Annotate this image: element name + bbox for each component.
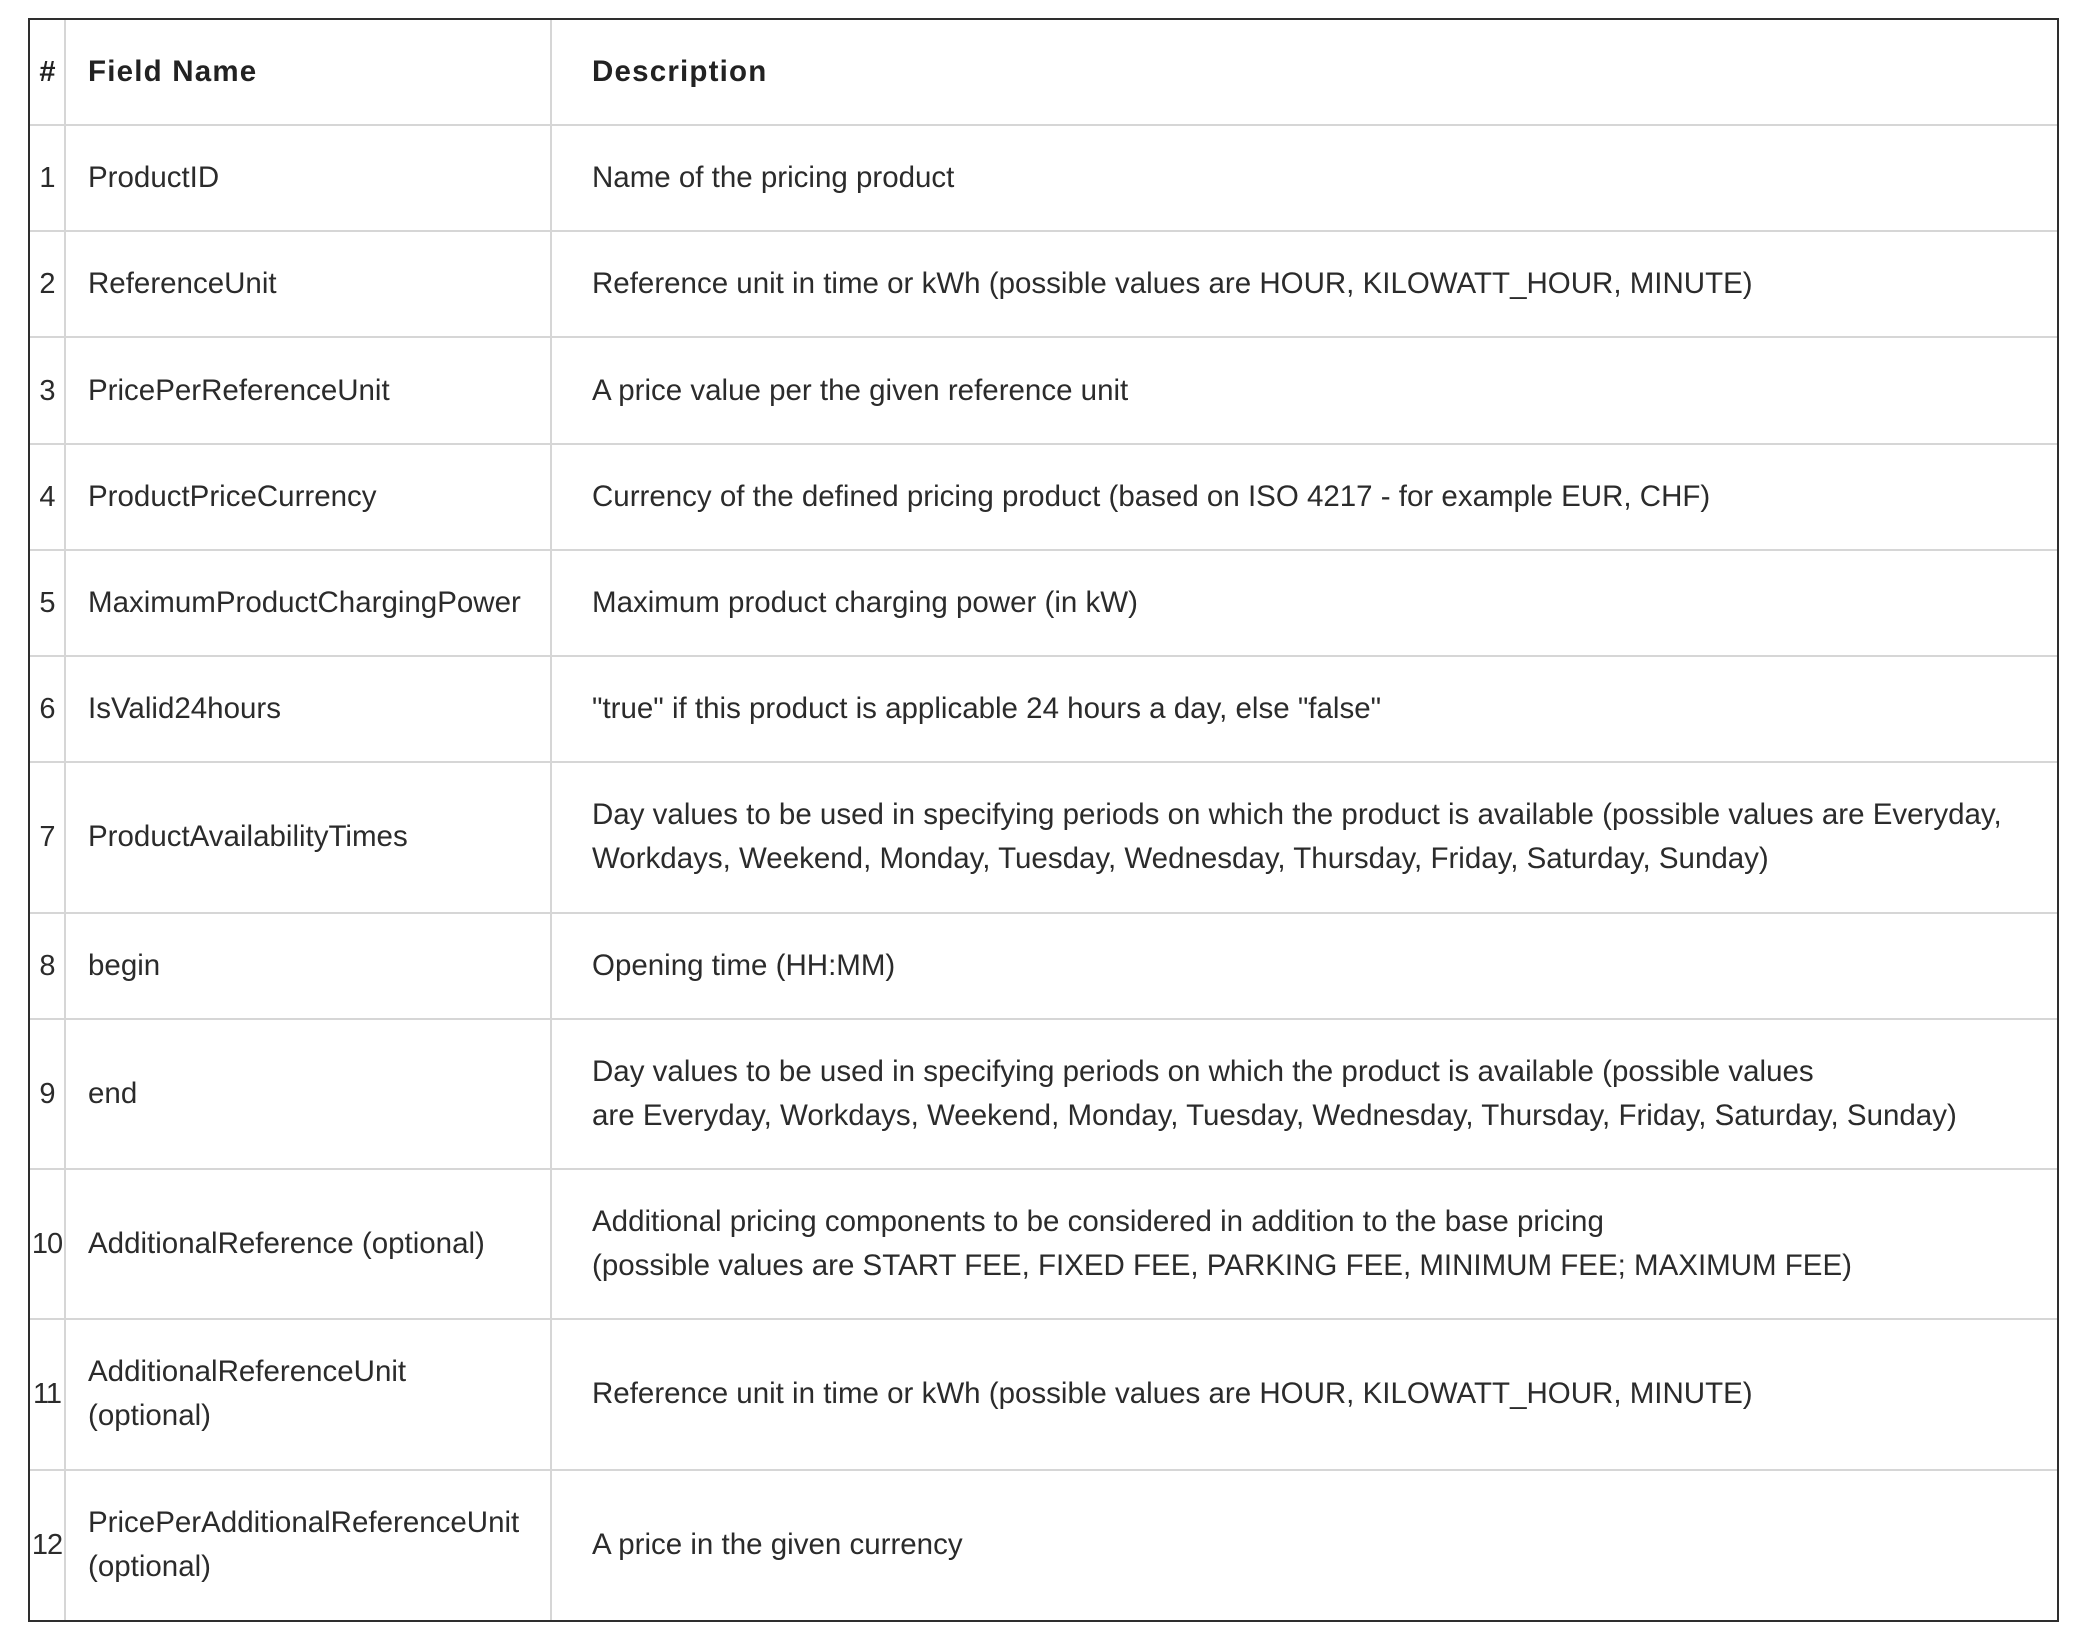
field-name-line: PricePerAdditionalReferenceUnit bbox=[88, 1506, 520, 1540]
row-description: Maximum product charging power (in kW) bbox=[551, 550, 2057, 656]
row-field-name bbox=[65, 1319, 551, 1469]
row-number: 6 bbox=[30, 656, 65, 762]
row-number: 1 bbox=[30, 125, 65, 231]
table-row bbox=[30, 337, 2057, 443]
description-line: Additional pricing components to be considered in addition to the base pricing bbox=[592, 1205, 1604, 1239]
row-field-name: IsValid24hours bbox=[65, 656, 551, 762]
row-description: Reference unit in time or kWh (possible values are HOUR, KILOWATT_HOUR, MINUTE) bbox=[551, 1319, 2057, 1469]
table-row bbox=[30, 1470, 2057, 1620]
header-field-name: Field Name bbox=[65, 20, 551, 125]
row-field-name: PricePerReferenceUnit bbox=[65, 337, 551, 443]
row-number: 7 bbox=[30, 762, 65, 912]
row-field-name: ProductPriceCurrency bbox=[65, 444, 551, 550]
row-number: 4 bbox=[30, 444, 65, 550]
header-number: # bbox=[30, 20, 65, 125]
row-number: 3 bbox=[30, 337, 65, 443]
table-row bbox=[30, 1319, 2057, 1469]
table-row bbox=[30, 1169, 2057, 1319]
row-field-name bbox=[65, 1470, 551, 1620]
row-number: 11 bbox=[30, 1319, 65, 1469]
description-line: are Everyday, Workdays, Weekend, Monday, Tuesday, Wednesday, Thursday, Friday, Saturday, Sunday) bbox=[592, 1098, 1957, 1132]
row-description: Opening time (HH:MM) bbox=[551, 913, 2057, 1019]
row-number: 5 bbox=[30, 550, 65, 656]
row-field-name: ReferenceUnit bbox=[65, 231, 551, 337]
field-description-table bbox=[28, 18, 2059, 1622]
row-number: 8 bbox=[30, 913, 65, 1019]
table-row bbox=[30, 1019, 2057, 1169]
row-description: Name of the pricing product bbox=[551, 125, 2057, 231]
row-description: "true" if this product is applicable 24 hours a day, else "false" bbox=[551, 656, 2057, 762]
row-field-name: ProductID bbox=[65, 125, 551, 231]
row-number: 10 bbox=[30, 1169, 65, 1319]
table-row bbox=[30, 550, 2057, 656]
description-line: Day values to be used in specifying periods on which the product is available (possible values bbox=[592, 1054, 1814, 1088]
field-name-line: AdditionalReferenceUnit bbox=[88, 1355, 407, 1389]
row-field-name: ProductAvailabilityTimes bbox=[65, 762, 551, 912]
header-description: Description bbox=[551, 20, 2057, 125]
table-header-row bbox=[30, 20, 2057, 125]
table-row bbox=[30, 913, 2057, 1019]
field-name-line: (optional) bbox=[88, 1550, 211, 1584]
table-row bbox=[30, 444, 2057, 550]
row-field-name: AdditionalReference (optional) bbox=[65, 1169, 551, 1319]
field-name-line: (optional) bbox=[88, 1399, 211, 1433]
row-number: 9 bbox=[30, 1019, 65, 1169]
table bbox=[30, 20, 2057, 1620]
row-field-name: begin bbox=[65, 913, 551, 1019]
table-row bbox=[30, 762, 2057, 912]
row-field-name: MaximumProductChargingPower bbox=[65, 550, 551, 656]
row-description: Reference unit in time or kWh (possible values are HOUR, KILOWATT_HOUR, MINUTE) bbox=[551, 231, 2057, 337]
row-number: 2 bbox=[30, 231, 65, 337]
row-description bbox=[551, 1169, 2057, 1319]
row-description: Currency of the defined pricing product (based on ISO 4217 - for example EUR, CHF) bbox=[551, 444, 2057, 550]
table-row bbox=[30, 656, 2057, 762]
row-description: A price in the given currency bbox=[592, 1528, 963, 1562]
table-row bbox=[30, 125, 2057, 231]
description-line: (possible values are START FEE, FIXED FEE, PARKING FEE, MINIMUM FEE; MAXIMUM FEE) bbox=[592, 1249, 1852, 1283]
table-row bbox=[30, 231, 2057, 337]
row-description: Day values to be used in specifying periods on which the product is available (possible values are Everyday, Workdays, Weekend, Monday, Tuesday, Wednesday, Thursday, Friday, Saturday, Sunday) bbox=[551, 762, 2057, 912]
row-field-name: end bbox=[65, 1019, 551, 1169]
row-description: A price value per the given reference unit bbox=[551, 337, 2057, 443]
row-description bbox=[551, 1019, 2057, 1169]
row-number: 12 bbox=[30, 1470, 65, 1620]
